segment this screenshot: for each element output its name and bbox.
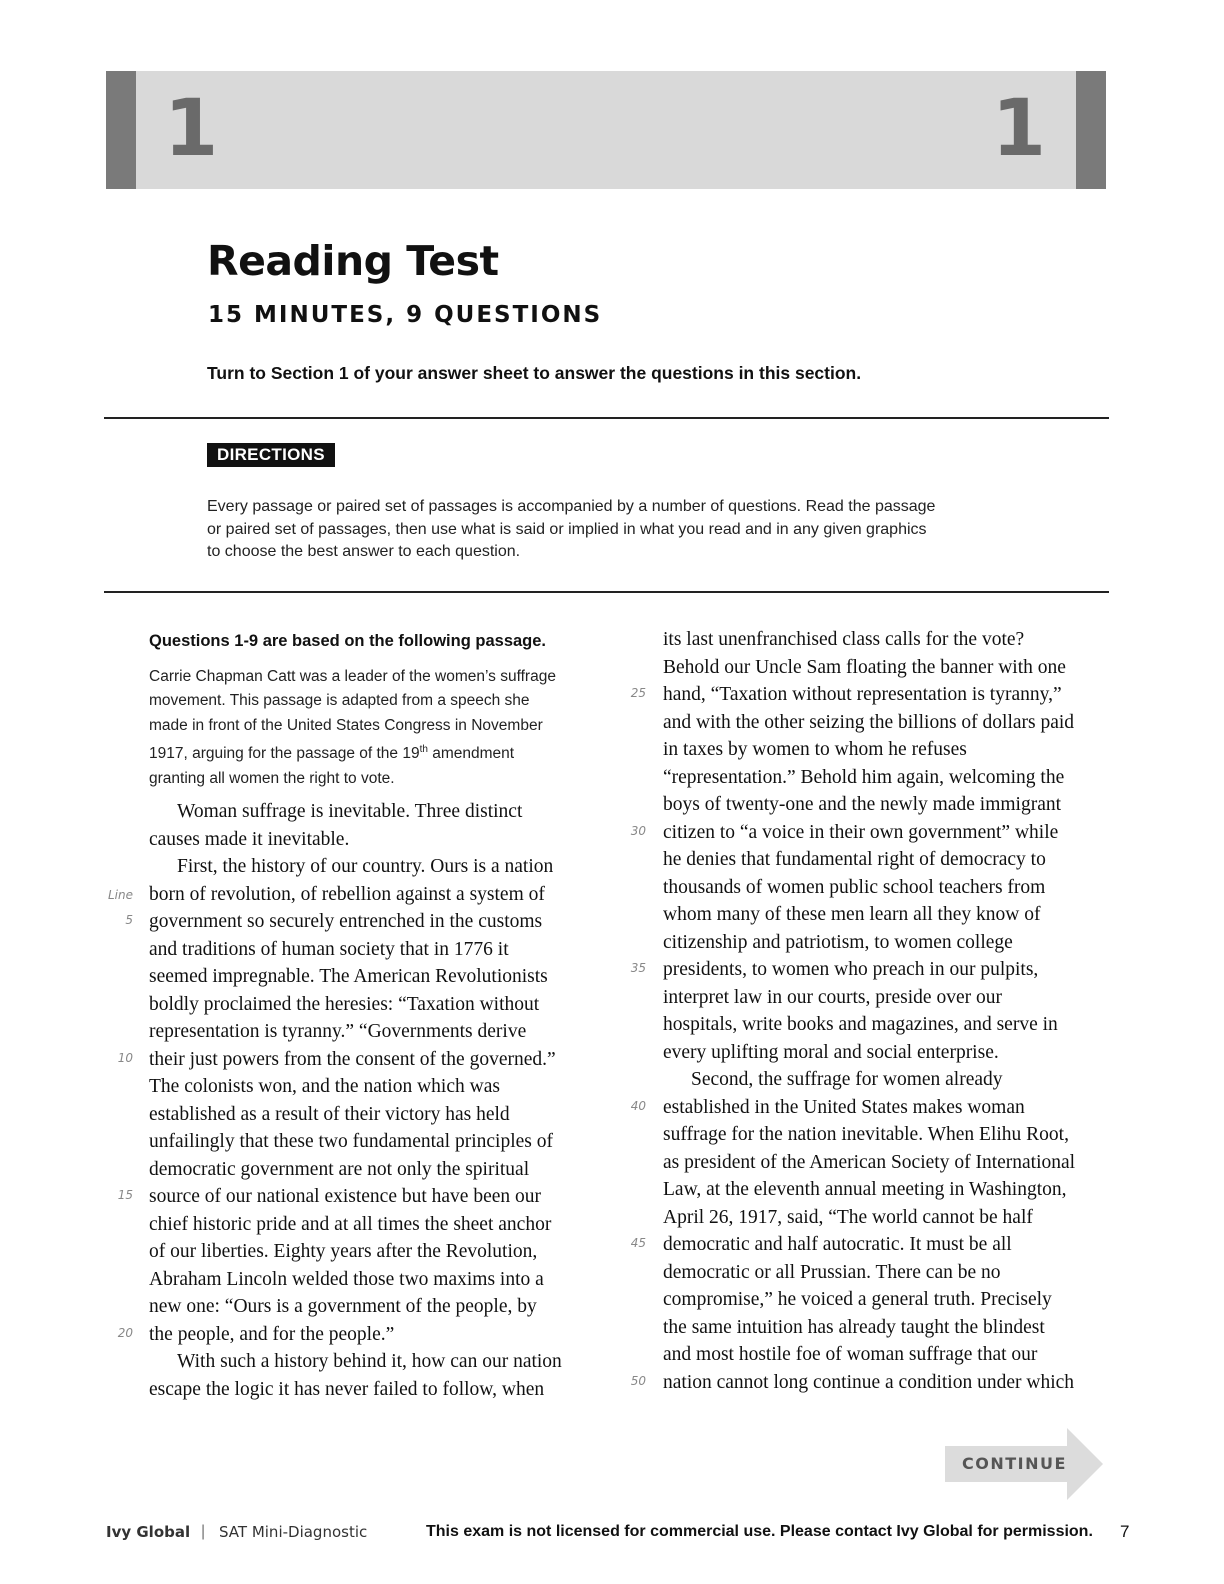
continue-indicator — [945, 1428, 1105, 1500]
passage-line: and traditions of human society that in 1776 it — [149, 938, 509, 960]
continue-label: CONTINUE — [962, 1454, 1067, 1473]
passage-line: democratic and half autocratic. It must be all — [663, 1234, 1012, 1255]
passage-line: and with the other seizing the billions of dollars paid — [663, 711, 1075, 733]
directions-line: to choose the best answer to each question. — [207, 543, 521, 560]
passage-line: boldly proclaimed the heresies: “Taxation without — [149, 993, 540, 1015]
passage-line: representation is tyranny.” “Governments derive — [149, 1021, 527, 1042]
passage-line: in taxes by women to whom he refuses — [663, 739, 967, 760]
passage-line: Behold our Uncle Sam floating the banner with one — [663, 656, 1066, 678]
line-number: 45 — [630, 1236, 646, 1250]
directions-text — [207, 496, 1007, 564]
passage-line: and most hostile foe of woman suffrage that our — [663, 1344, 1038, 1365]
passage-line: government so securely entrenched in the customs — [149, 911, 543, 932]
passage-line: established in the United States makes woman — [663, 1096, 1025, 1118]
passage-line: of our liberties. Eighty years after the Revolution, — [149, 1241, 538, 1262]
intro-line: 1917, arguing for the passage of the 19th amendment — [149, 744, 515, 763]
passage-line: Second, the suffrage for women already — [691, 1069, 1003, 1090]
line-number: 30 — [630, 823, 646, 838]
passage-line: as president of the American Society of International — [663, 1151, 1076, 1173]
section-number-right: 1 — [991, 84, 1046, 174]
passage-line: their just powers from the consent of the governed.” — [149, 1048, 556, 1070]
line-number: 35 — [630, 961, 646, 975]
passage-line: compromise,” he voiced a general truth. Precisely — [663, 1289, 1052, 1310]
passage-line: source of our national existence but have been our — [149, 1186, 542, 1207]
passage-column-left — [149, 798, 599, 1403]
passage-line: every uplifting moral and social enterprise. — [663, 1041, 999, 1063]
passage-line: the people, and for the people.” — [149, 1323, 395, 1345]
passage-line: the same intuition has already taught the blindest — [663, 1316, 1045, 1338]
passage-line: unfailingly that these two fundamental principles of — [149, 1131, 553, 1152]
passage-line: causes made it inevitable. — [149, 828, 350, 850]
page-subtitle: 15 MINUTES, 9 QUESTIONS — [208, 302, 603, 328]
answer-sheet-instruction: Turn to Section 1 of your answer sheet to answer the questions in this section. — [207, 363, 862, 383]
passage-line: suffrage for the nation inevitable. When Elihu Root, — [663, 1124, 1069, 1145]
line-number: 25 — [630, 686, 646, 700]
intro-line: granting all women the right to vote. — [149, 769, 395, 787]
passage-line: “representation.” Behold him again, welcoming the — [663, 766, 1065, 788]
passage-line: established as a result of their victory has held — [149, 1103, 510, 1125]
passage-line: Abraham Lincoln welded those two maxims into a — [149, 1268, 544, 1290]
passage-line: presidents, to women who preach in our pulpits, — [663, 959, 1039, 980]
line-number: 5 — [125, 913, 133, 927]
questions-heading: Questions 1-9 are based on the following passage. — [149, 632, 547, 650]
passage-line: The colonists won, and the nation which was — [149, 1076, 500, 1097]
intro-line: Carrie Chapman Catt was a leader of the women’s suffrage — [149, 668, 556, 685]
footer-test-name: SAT Mini-Diagnostic — [219, 1523, 368, 1541]
line-label: Line — [107, 888, 133, 902]
divider-bottom — [104, 591, 1109, 593]
passage-line: interpret law in our courts, preside over our — [663, 986, 1002, 1008]
page-title: Reading Test — [207, 237, 499, 285]
passage-line: chief historic pride and at all times the sheet anchor — [149, 1213, 552, 1235]
passage-line: seemed impregnable. The American Revolutionists — [149, 966, 548, 987]
section-number-left: 1 — [164, 84, 219, 174]
intro-line: made in front of the United States Congress in November — [149, 716, 543, 734]
directions-line: or paired set of passages, then use what is said or implied in what you read and in any given graphics — [207, 520, 927, 538]
passage-line: hospitals, write books and magazines, and serve in — [663, 1014, 1058, 1035]
footer-separator: | — [201, 1523, 206, 1540]
banner-left-bar — [106, 71, 136, 189]
page-number: 7 — [1120, 1522, 1130, 1541]
passage-line: boys of twenty-one and the newly made immigrant — [663, 794, 1062, 815]
footer-notice: This exam is not licensed for commercial use. Please contact Ivy Global for permission. — [426, 1523, 1093, 1540]
section-banner — [106, 71, 1106, 189]
line-number: 40 — [630, 1098, 646, 1113]
footer-brand: Ivy Global — [106, 1523, 191, 1541]
passage-line: Law, at the eleventh annual meeting in Washington, — [663, 1179, 1067, 1200]
line-number: 10 — [117, 1050, 133, 1065]
passage-column-right — [663, 626, 1108, 1396]
line-number: 50 — [630, 1373, 646, 1388]
passage-line: its last unenfranchised class calls for the vote? — [663, 629, 1025, 650]
passage-line: April 26, 1917, said, “The world cannot be half — [663, 1206, 1033, 1228]
directions-badge: DIRECTIONS — [207, 443, 335, 467]
directions-line: Every passage or paired set of passages is accompanied by a number of questions. Read the passage — [207, 498, 936, 515]
banner-right-bar — [1076, 71, 1106, 189]
passage-line: thousands of women public school teachers from — [663, 876, 1046, 898]
passage-line: nation cannot long continue a condition under which — [663, 1371, 1075, 1393]
line-number: 20 — [117, 1325, 133, 1340]
passage-line: whom many of these men learn all they know of — [663, 904, 1041, 925]
passage-line: escape the logic it has never failed to follow, when — [149, 1378, 545, 1400]
passage-line: democratic government are not only the spiritual — [149, 1158, 530, 1180]
passage-line: citizen to “a voice in their own government” while — [663, 821, 1059, 843]
passage-intro — [149, 665, 599, 791]
passage-line: First, the history of our country. Ours is a nation — [177, 856, 554, 877]
passage-line: he denies that fundamental right of democracy to — [663, 849, 1046, 870]
intro-line: movement. This passage is adapted from a speech she — [149, 692, 530, 710]
passage-line: democratic or all Prussian. There can be no — [663, 1261, 1001, 1283]
passage-line: hand, “Taxation without representation is tyranny,” — [663, 684, 1062, 705]
passage-line: new one: “Ours is a government of the people, by — [149, 1296, 537, 1317]
passage-line: born of revolution, of rebellion against a system of — [149, 883, 545, 905]
passage-line: With such a history behind it, how can our nation — [177, 1351, 562, 1372]
passage-line: citizenship and patriotism, to women college — [663, 931, 1013, 953]
divider-top — [104, 417, 1109, 419]
passage-line: Woman suffrage is inevitable. Three distinct — [177, 801, 523, 822]
line-number: 15 — [117, 1188, 133, 1202]
